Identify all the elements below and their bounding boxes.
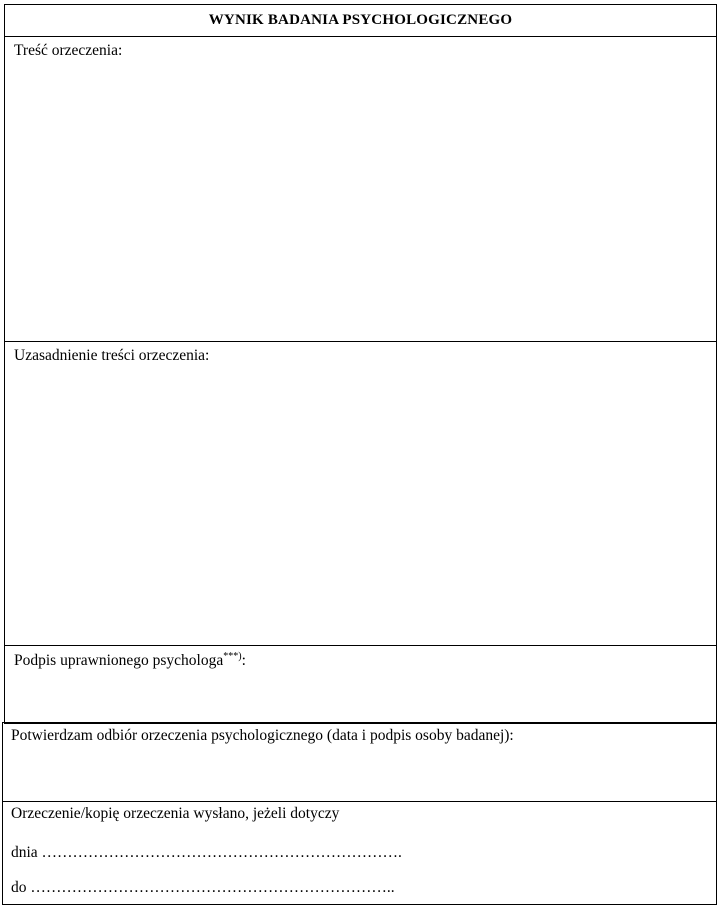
- ruling-sent-box[interactable]: [2, 801, 717, 905]
- footnote-marker: ***): [223, 651, 242, 662]
- sent-to-line[interactable]: do ……………………………………………………………..: [11, 879, 395, 896]
- psychologist-signature-label: [14, 652, 246, 670]
- form-title-box: [4, 4, 717, 37]
- psychologist-signature-box[interactable]: [4, 645, 717, 724]
- psychologist-signature-text: Podpis uprawnionego psychologa: [14, 652, 224, 669]
- psychologist-signature-colon: :: [241, 652, 246, 669]
- form-title: WYNIK BADANIA PSYCHOLOGICZNEGO: [208, 12, 513, 28]
- ruling-justification-label: Uzasadnienie treści orzeczenia:: [14, 347, 210, 364]
- ruling-sent-label: Orzeczenie/kopię orzeczenia wysłano, jeżeli dotyczy: [11, 805, 340, 822]
- sent-date-line[interactable]: dnia …………………………………………………………….: [11, 844, 402, 861]
- receipt-confirmation-box[interactable]: [2, 722, 717, 802]
- ruling-content-box[interactable]: [4, 36, 717, 342]
- receipt-confirmation-label: Potwierdzam odbiór orzeczenia psychologicznego (data i podpis osoby badanej):: [11, 727, 514, 744]
- ruling-content-label: Treść orzeczenia:: [14, 42, 123, 59]
- ruling-justification-box[interactable]: [4, 341, 717, 646]
